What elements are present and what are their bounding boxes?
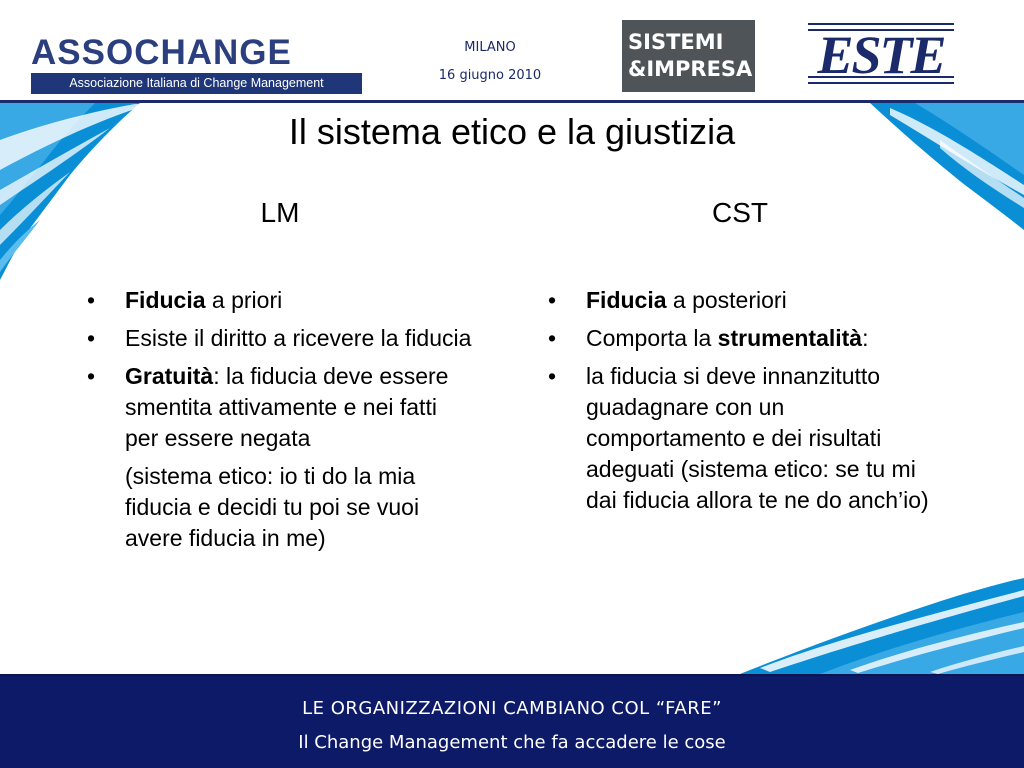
bullet-bold-text: strumentalità xyxy=(717,325,863,351)
bullet-text: a priori xyxy=(205,287,283,313)
event-info xyxy=(395,39,585,85)
bullet-dot-icon: • xyxy=(87,287,96,313)
event-city: MILANO xyxy=(464,40,516,55)
list-item xyxy=(548,285,933,316)
list-paragraph xyxy=(87,461,472,554)
bullet-text: : xyxy=(862,325,869,351)
header xyxy=(0,0,1024,100)
list-item xyxy=(548,361,933,516)
list-item xyxy=(87,361,472,454)
footer-banner xyxy=(0,674,1024,768)
paragraph-text: (sistema etico: io ti do la mia fiducia e decidi tu poi se vuoi avere fiducia in me) xyxy=(125,463,420,551)
assochange-name: ASSOCHANGE xyxy=(31,33,292,72)
bullet-bold-text: Fiducia xyxy=(586,287,667,313)
este-logo-text: ESTE xyxy=(817,25,945,85)
bullet-text: la fiducia si deve innanzitutto guadagnare con un comportamento e dei risultati adeguati (sistema etico: se tu mi dai fiducia allora te ne do anch’io) xyxy=(586,363,929,513)
list-item xyxy=(548,323,933,354)
bullet-dot-icon: • xyxy=(87,325,96,351)
bullet-pre-text: Comporta la xyxy=(586,325,718,351)
bullet-text: : la fiducia deve essere smentita attivamente e nei fatti per essere negata xyxy=(125,363,449,451)
bullet-bold-text: Gratuità xyxy=(125,363,214,389)
bullet-text: Esiste il diritto a ricevere la fiducia xyxy=(125,325,472,351)
lm-bullet-list xyxy=(87,285,472,561)
bullet-dot-icon: • xyxy=(548,287,557,313)
list-item xyxy=(87,285,472,316)
bullet-text: a posteriori xyxy=(666,287,787,313)
bullet-dot-icon: • xyxy=(87,363,96,389)
assochange-logo xyxy=(31,34,362,94)
cst-bullet-list xyxy=(548,285,933,523)
bullet-bold-text: Fiducia xyxy=(125,287,206,313)
este-logo xyxy=(806,18,956,94)
footer-subtitle: Il Change Management che fa accadere le cose xyxy=(298,732,726,753)
sistemi-impresa-logo: SISTEMI &IMPRESA xyxy=(622,20,755,92)
column-heading-lm: LM xyxy=(260,197,300,228)
bullet-dot-icon: • xyxy=(548,363,557,389)
event-date: 16 giugno 2010 xyxy=(438,68,542,83)
footer-tagline: LE ORGANIZZAZIONI CAMBIANO COL “FARE” xyxy=(302,698,722,719)
assochange-subtitle: Associazione Italiana di Change Management xyxy=(31,73,362,94)
slide-title: Il sistema etico e la giustizia xyxy=(288,111,736,152)
bullet-dot-icon: • xyxy=(548,325,557,351)
header-divider xyxy=(0,100,1024,103)
list-item xyxy=(87,323,472,354)
column-heading-cst: CST xyxy=(712,197,768,228)
